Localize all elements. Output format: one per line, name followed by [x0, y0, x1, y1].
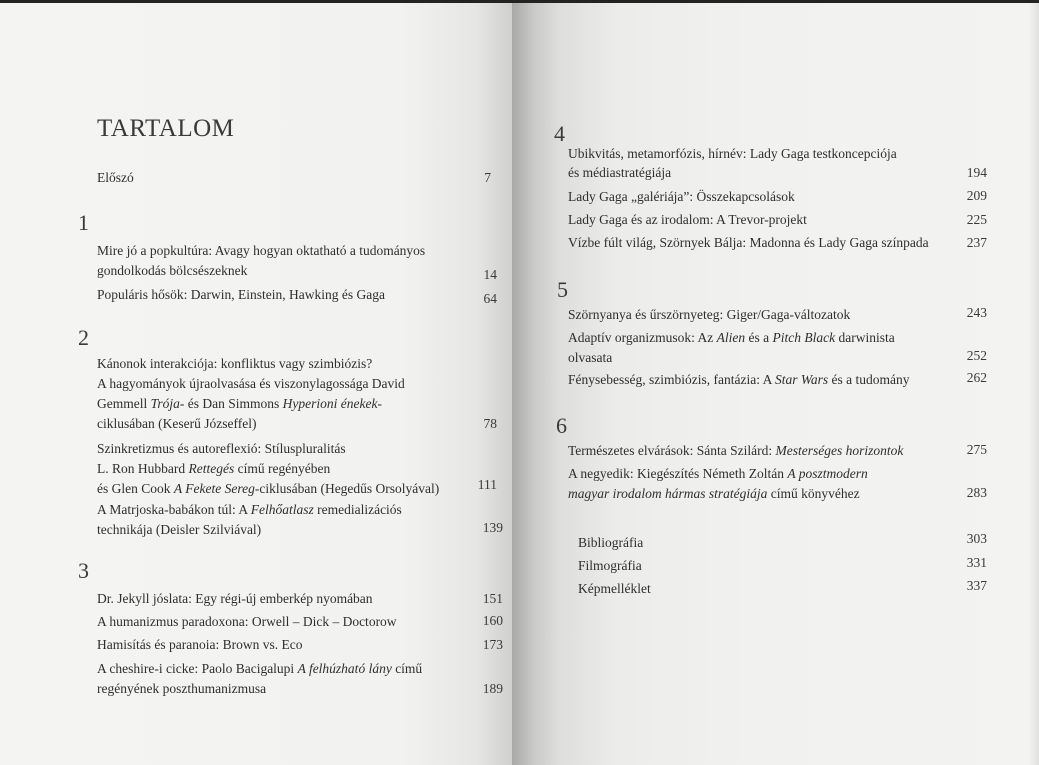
toc-entry-page: 111: [477, 477, 497, 492]
toc-entry-line: ciklusában (Keserű Józseffel): [97, 416, 257, 431]
toc-entry-page: 194: [966, 165, 987, 180]
toc-entry-filmography: Filmográfia: [578, 558, 642, 573]
contents-title: TARTALOM: [97, 115, 235, 142]
toc-entry-line: Dr. Jekyll jóslata: Egy régi-új emberkép nyomában: [97, 591, 373, 606]
chapter-number-2: 2: [78, 325, 89, 350]
chapter-number-6: 6: [556, 413, 567, 438]
toc-entry-line: L. Ron Hubbard Rettegés című regényében: [97, 461, 331, 476]
toc-entry-line: A humanizmus paradoxona: Orwell – Dick – Doctorow: [97, 614, 397, 629]
chapter-number-5: 5: [557, 277, 568, 302]
toc-entry-line: magyar irodalom hármas stratégiája című könyvéhez: [568, 486, 860, 501]
toc-entry-page: 262: [966, 370, 987, 385]
toc-entry-line: Fénysebesség, szimbiózis, fantázia: A Star Wars és a tudomány: [568, 372, 910, 387]
toc-entry-page: 303: [966, 531, 987, 546]
toc-entry-page: 275: [966, 442, 987, 457]
toc-entry-line: Hamisítás és paranoia: Brown vs. Eco: [97, 637, 303, 652]
toc-entry-line: olvasata: [568, 350, 613, 365]
toc-entry-line: Szörnyanya és űrszörnyeteg: Giger/Gaga-változatok: [568, 307, 851, 322]
toc-entry-image-appendix: Képmelléklet: [578, 581, 651, 596]
toc-entry-line: Természetes elvárások: Sánta Szilárd: Mesterséges horizontok: [568, 443, 904, 458]
toc-entry-page: 151: [482, 591, 503, 606]
left-page: [0, 3, 512, 765]
toc-entry-page: 237: [966, 235, 987, 250]
toc-entry-line: technikája (Deisler Szilviával): [97, 522, 262, 537]
toc-entry-page: 160: [482, 613, 503, 628]
toc-entry-line: Populáris hősök: Darwin, Einstein, Hawking és Gaga: [97, 287, 385, 302]
toc-entry-line: Mire jó a popkultúra: Avagy hogyan oktatható a tudományos: [97, 243, 426, 258]
toc-entry-line: A negyedik: Kiegészítés Németh Zoltán A posztmodern: [568, 466, 868, 481]
toc-entry-page: 283: [966, 485, 987, 500]
toc-entry-line: Vízbe fúlt világ, Szörnyek Bálja: Madonna és Lady Gaga színpada: [568, 235, 929, 250]
toc-entry-eloszo-page: 7: [484, 170, 491, 185]
toc-entry-page: 14: [483, 267, 497, 282]
toc-entry-line: és médiastratégiája: [568, 165, 672, 180]
right-page: [512, 3, 1039, 765]
toc-entry-page: 173: [482, 637, 503, 652]
toc-entry-page: 337: [966, 578, 987, 593]
chapter-number-4: 4: [554, 121, 565, 146]
toc-entry-page: 78: [483, 416, 497, 431]
toc-entry-line: és Glen Cook A Fekete Sereg-ciklusában (Hegedűs Orsolyával): [97, 481, 440, 496]
toc-entry-bibliography: Bibliográfia: [578, 535, 644, 550]
toc-entry-line: gondolkodás bölcsészeknek: [97, 263, 248, 278]
toc-entry-line: Kánonok interakciója: konfliktus vagy szimbiózis?: [97, 356, 373, 371]
toc-entry-line: A hagyományok újraolvasása és viszonylagossága David: [97, 376, 405, 391]
book-spread: [0, 3, 1039, 765]
toc-entry-page: 331: [966, 555, 987, 570]
chapter-number-1: 1: [78, 210, 89, 235]
toc-entry-line: Adaptív organizmusok: Az Alien és a Pitch Black darwinista: [568, 330, 895, 345]
toc-entry-line: A Matrjoska-babákon túl: A Felhőatlasz remedializációs: [97, 502, 402, 517]
toc-entry-page: 139: [482, 520, 503, 535]
chapter-number-3: 3: [78, 558, 89, 583]
toc-entry-line: Lady Gaga „galériája”: Összekapcsolások: [568, 189, 795, 204]
toc-entry-page: 243: [966, 305, 987, 320]
toc-entry-line: regényének poszthumanizmusa: [97, 681, 267, 696]
toc-entry-line: Gemmell Trója- és Dan Simmons Hyperioni énekek-: [97, 396, 382, 411]
toc-entry-line: A cheshire-i cicke: Paolo Bacigalupi A felhúzható lány című: [97, 661, 423, 676]
toc-entry-eloszo-label: Előszó: [97, 170, 134, 185]
toc-entry-line: Ubikvitás, metamorfózis, hírnév: Lady Gaga testkoncepciója: [568, 146, 897, 161]
toc-entry-page: 252: [966, 348, 987, 363]
toc-entry-page: 189: [482, 681, 503, 696]
toc-entry-page: 225: [966, 212, 987, 227]
toc-entry-line: Szinkretizmus és autoreflexió: Stíluspluralitás: [97, 441, 346, 456]
toc-entry-page: 64: [483, 291, 497, 306]
toc-entry-line: Lady Gaga és az irodalom: A Trevor-projekt: [568, 212, 807, 227]
toc-entry-page: 209: [966, 188, 987, 203]
